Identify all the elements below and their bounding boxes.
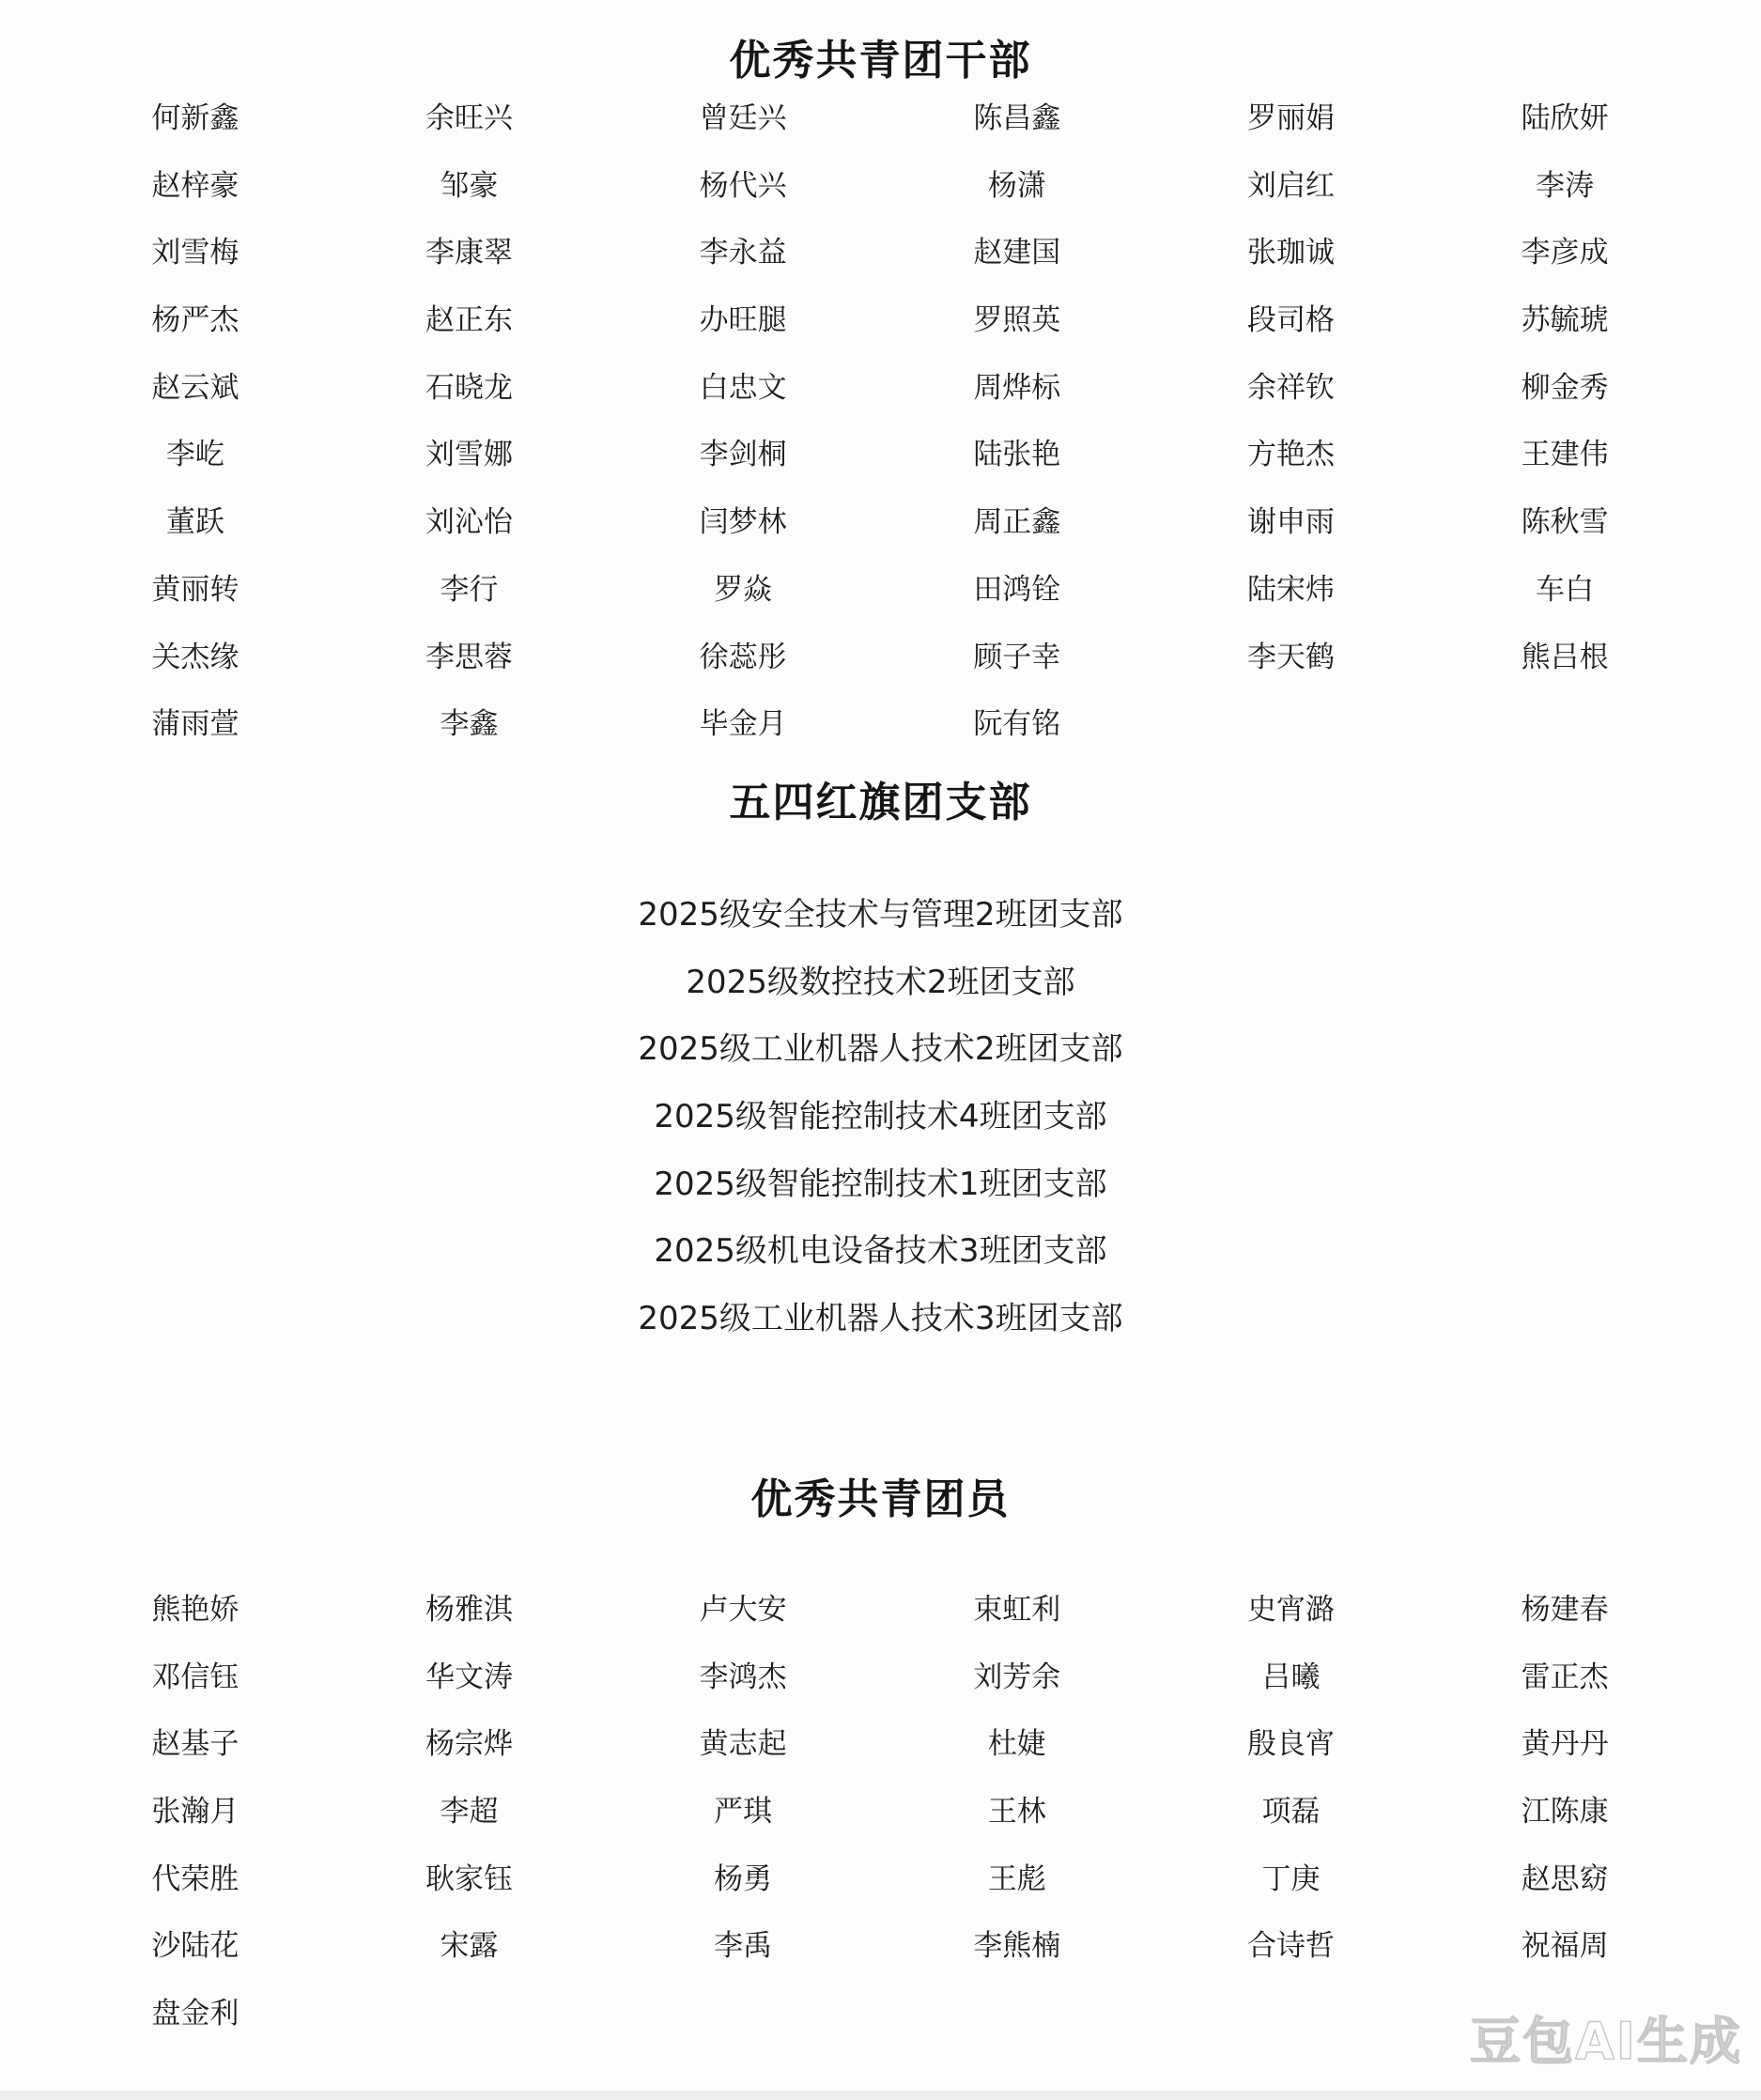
member-name: 杨雅淇 [425, 1593, 513, 1627]
cadre-name: 周烨标 [973, 370, 1061, 405]
member-name: 华文涛 [425, 1660, 513, 1694]
cadre-name: 柳金秀 [1521, 370, 1609, 405]
member-name: 李鸿杰 [699, 1660, 787, 1694]
cadre-name: 毕金月 [699, 707, 787, 742]
cadre-name: 李永益 [699, 236, 787, 270]
cadre-name: 赵梓豪 [151, 168, 239, 203]
member-name: 熊艳娇 [151, 1593, 239, 1627]
cadre-name: 李行 [440, 572, 499, 607]
branch-item: 2025级安全技术与管理2班团支部 [638, 896, 1123, 934]
member-name: 李熊楠 [973, 1929, 1061, 1964]
cadre-name: 刘雪梅 [151, 236, 239, 270]
member-name: 李超 [440, 1795, 499, 1830]
cadre-name: 董跃 [165, 505, 224, 540]
member-name: 宋露 [440, 1929, 499, 1964]
cadre-name: 刘启红 [1246, 168, 1335, 203]
member-name: 张瀚月 [151, 1795, 239, 1830]
cadre-name: 白忠文 [699, 370, 787, 405]
member-name: 王林 [987, 1795, 1046, 1830]
member-name: 束虹利 [973, 1593, 1061, 1627]
member-name: 王彪 [987, 1861, 1046, 1896]
member-name: 刘芳余 [973, 1660, 1061, 1694]
member-name: 赵基子 [151, 1727, 239, 1762]
cadre-name: 刘沁怡 [425, 505, 513, 540]
cadre-name: 李天鹤 [1246, 640, 1335, 674]
cadre-name: 黄丽转 [151, 572, 239, 607]
branch-item: 2025级智能控制技术1班团支部 [654, 1165, 1107, 1203]
branches-section-title: 五四红旗团支部 [729, 779, 1032, 826]
cadre-name: 周正鑫 [973, 505, 1061, 540]
member-name: 杨勇 [714, 1861, 773, 1896]
member-name: 代荣胜 [151, 1861, 239, 1896]
member-name: 丁庚 [1261, 1861, 1321, 1896]
cadre-name: 苏毓琥 [1521, 303, 1609, 338]
cadre-name: 李剑桐 [699, 438, 787, 472]
cadre-name: 阮有铭 [973, 707, 1061, 742]
cadre-name: 蒲雨萱 [151, 707, 239, 742]
cadre-name: 何新鑫 [151, 101, 239, 135]
branches-list [0, 896, 1761, 1367]
member-name: 合诗哲 [1246, 1929, 1335, 1964]
cadre-name: 罗焱 [714, 572, 773, 607]
member-name: 雷正杰 [1521, 1660, 1609, 1694]
cadre-name: 车白 [1536, 572, 1595, 607]
cadre-name: 刘雪娜 [425, 438, 513, 472]
member-name: 殷良宵 [1246, 1727, 1335, 1762]
branch-item: 2025级智能控制技术4班团支部 [654, 1098, 1107, 1136]
member-name: 耿家钰 [425, 1861, 513, 1896]
member-name: 杜婕 [987, 1727, 1046, 1762]
cadre-name: 罗照英 [973, 303, 1061, 338]
member-name: 黄志起 [699, 1727, 787, 1762]
member-name: 杨宗烨 [425, 1727, 513, 1762]
member-name: 邓信钰 [151, 1660, 239, 1694]
cadre-name: 赵正东 [425, 303, 513, 338]
members-name-grid [58, 1591, 1702, 2062]
cadre-name: 杨严杰 [151, 303, 239, 338]
page-bottom-edge [0, 2091, 1761, 2100]
member-name: 严琪 [714, 1795, 773, 1830]
member-name: 盘金利 [151, 1997, 239, 2031]
branch-item: 2025级工业机器人技术3班团支部 [638, 1300, 1123, 1338]
member-name: 卢大安 [699, 1593, 787, 1627]
cadre-name: 李鑫 [440, 707, 499, 742]
cadre-name: 余旺兴 [425, 101, 513, 135]
cadre-name: 徐蕊彤 [699, 640, 787, 674]
cadre-name: 王建伟 [1521, 438, 1609, 472]
cadre-name: 陆欣妍 [1521, 101, 1609, 135]
watermark-label: 豆包AI生成 [1470, 2012, 1742, 2071]
branch-item: 2025级机电设备技术3班团支部 [654, 1232, 1107, 1271]
cadre-name: 陆张艳 [973, 438, 1061, 472]
cadre-name: 李彦成 [1521, 236, 1609, 270]
cadre-name: 余祥钦 [1246, 370, 1335, 405]
cadre-name: 罗丽娟 [1246, 101, 1335, 135]
member-name: 史宵潞 [1246, 1593, 1335, 1627]
cadre-name: 曾廷兴 [699, 101, 787, 135]
cadre-name: 李思蓉 [425, 640, 513, 674]
cadre-name: 陆宋炜 [1246, 572, 1335, 607]
member-name: 李禹 [714, 1929, 773, 1964]
cadre-name: 关杰缘 [151, 640, 239, 674]
members-section-title: 优秀共青团员 [750, 1475, 1011, 1523]
cadre-name: 杨潇 [987, 168, 1046, 203]
member-name: 江陈康 [1521, 1795, 1609, 1830]
cadre-name: 张珈诚 [1246, 236, 1335, 270]
cadre-name: 邹豪 [440, 168, 499, 203]
branch-item: 2025级工业机器人技术2班团支部 [638, 1030, 1123, 1069]
cadre-name: 顾子幸 [973, 640, 1061, 674]
cadre-name: 赵云斌 [151, 370, 239, 405]
member-name: 祝福周 [1521, 1929, 1609, 1964]
member-name: 赵思窈 [1521, 1861, 1609, 1896]
cadre-name: 陈昌鑫 [973, 101, 1061, 135]
cadres-section-title: 优秀共青团干部 [729, 37, 1032, 85]
cadre-name: 谢申雨 [1246, 505, 1335, 540]
cadre-name: 李屹 [165, 438, 224, 472]
cadre-name: 杨代兴 [699, 168, 787, 203]
cadre-name: 熊吕根 [1521, 640, 1609, 674]
member-name: 吕曦 [1261, 1660, 1321, 1694]
member-name: 杨建春 [1521, 1593, 1609, 1627]
cadre-name: 石晓龙 [425, 370, 513, 405]
member-name: 项磊 [1261, 1795, 1321, 1830]
cadre-name: 办旺腿 [699, 303, 787, 338]
member-name: 沙陆花 [151, 1929, 239, 1964]
cadre-name: 陈秋雪 [1521, 505, 1609, 540]
cadre-name: 李涛 [1536, 168, 1595, 203]
cadre-name: 段司格 [1246, 303, 1335, 338]
cadre-name: 方艳杰 [1246, 438, 1335, 472]
branch-item: 2025级数控技术2班团支部 [686, 963, 1075, 1001]
cadre-name: 田鸿铨 [973, 572, 1061, 607]
cadre-name: 闫梦林 [699, 505, 787, 540]
member-name: 黄丹丹 [1521, 1727, 1609, 1762]
cadre-name: 李康翠 [425, 236, 513, 270]
cadre-name: 赵建国 [973, 236, 1061, 270]
cadres-name-grid [58, 100, 1702, 773]
